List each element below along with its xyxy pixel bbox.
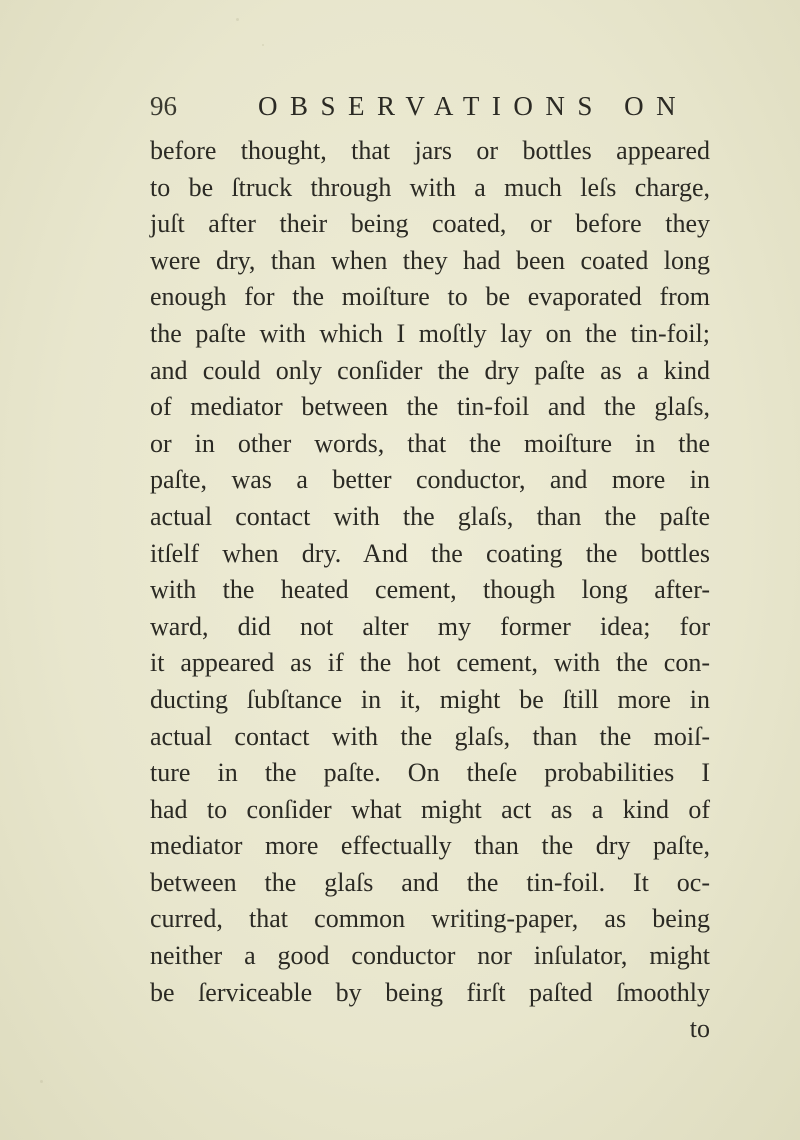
text-line: ducting ſubſtance in it, might be ſtill more in [150,684,710,714]
text-line: actual contact with the glaſs, than the paſte [150,501,710,531]
text-line: between the glaſs and the tin-foil. It oc- [150,867,710,897]
page-number: 96 [150,91,177,121]
paper-speck [262,44,264,46]
text-line: actual contact with the glaſs, than the moiſ- [150,721,710,751]
text-line: with the heated cement, though long after- [150,575,710,605]
text-line: before thought, that jars or bottles appeared [150,136,710,165]
text-line: it appeared as if the hot cement, with the con- [150,648,710,678]
text-line: ward, did not alter my former idea; for [150,611,710,641]
text-line: be ſerviceable by being firſt paſted ſmoothly [150,977,710,1007]
text-line: itſelf when dry. And the coating the bottles [150,538,710,568]
running-title: OBSERVATIONS ON [258,91,689,121]
text-line: paſte, was a better conductor, and more in [150,465,710,495]
paper-speck [40,1080,43,1083]
text-line: enough for the moiſture to be evaporated from [150,282,710,312]
text-line: neither a good conductor nor inſulator, might [150,941,710,971]
text-line: ture in the paſte. On theſe probabilities I [150,758,710,788]
text-line: and could only conſider the dry paſte as a kind [150,355,710,385]
body-text [150,133,710,1048]
text-line: the paſte with which I moſtly lay on the tin-foil; [150,318,710,348]
text-line: to be ſtruck through with a much leſs charge, [150,172,710,202]
paper-speck [236,18,239,21]
text-line: had to conſider what might act as a kind of [150,794,710,824]
text-line: curred, that common writing-paper, as being [150,904,710,934]
catchword: to [689,1014,710,1044]
text-line: or in other words, that the moiſture in the [150,428,710,458]
text-line: of mediator between the tin-foil and the glaſs, [150,392,710,422]
text-line: mediator more effectually than the dry paſte, [150,831,710,861]
text-line: juſt after their being coated, or before they [150,209,710,239]
text-line: were dry, than when they had been coated long [150,245,710,275]
running-head [150,86,710,126]
